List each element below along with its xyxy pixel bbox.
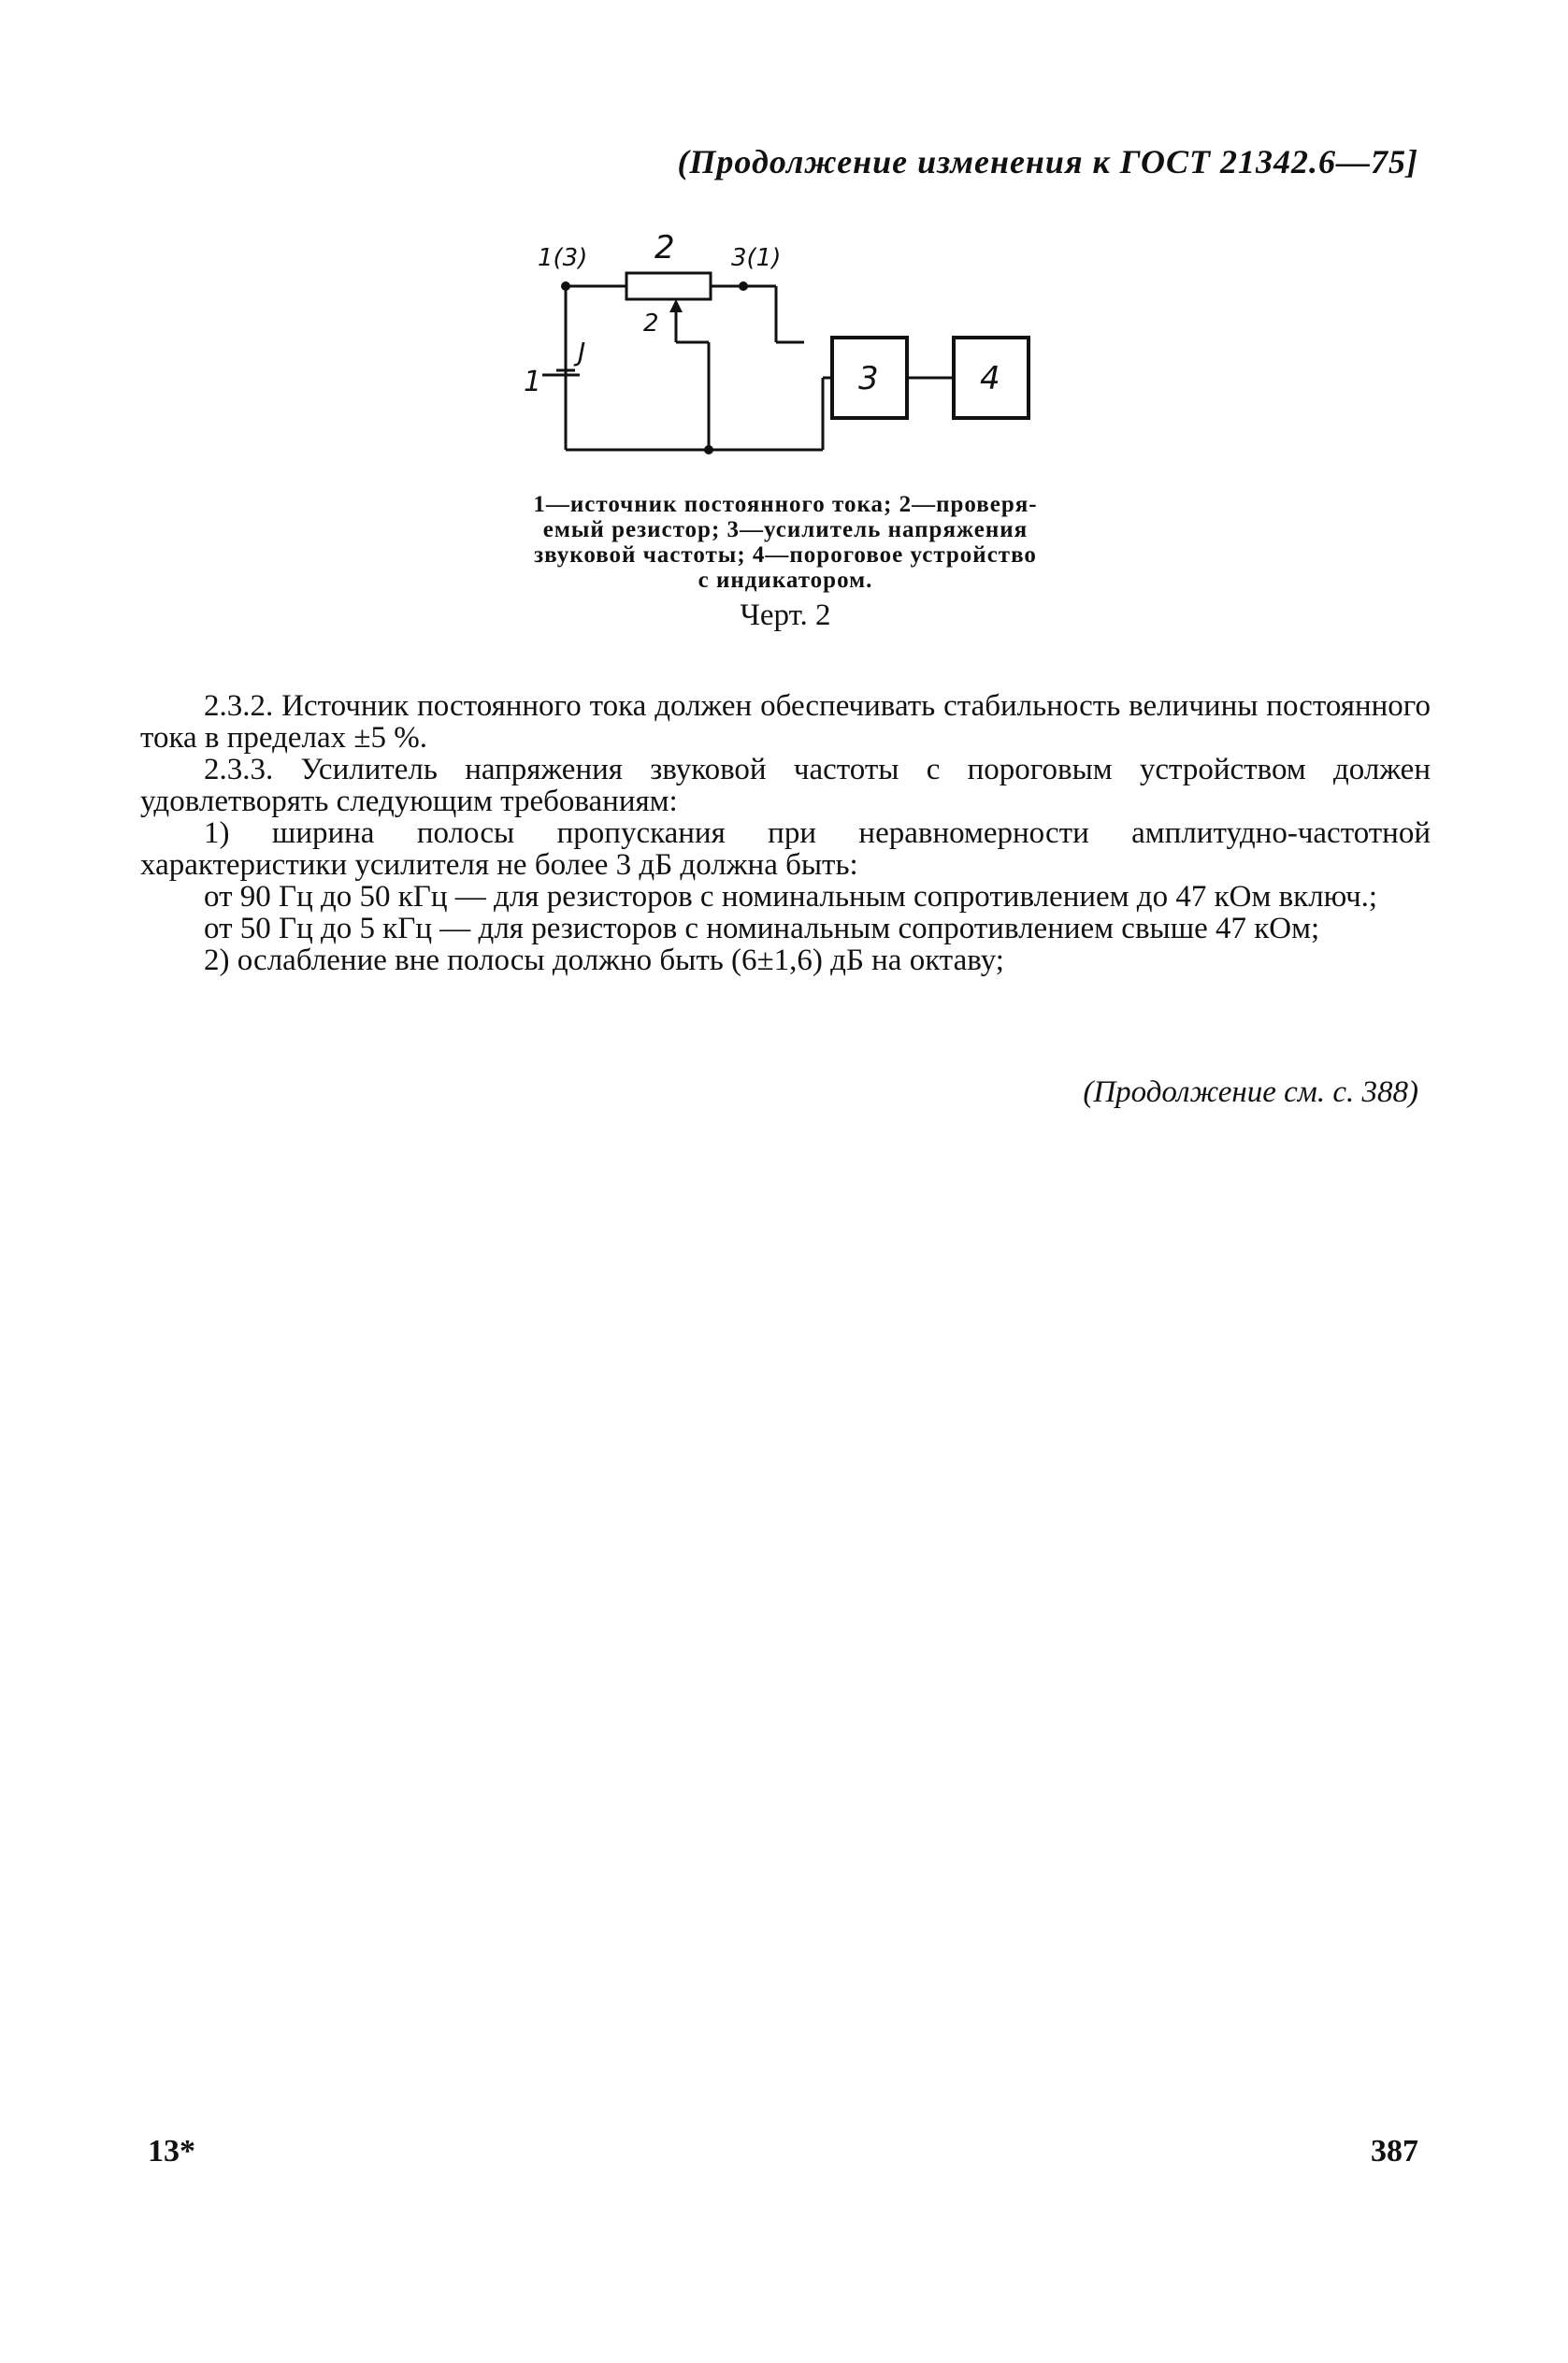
circuit-diagram [524,221,1066,473]
caption-line: с индикатором. [698,568,873,593]
wiper-arrow [669,299,683,312]
caption-line: звуковой частоты; 4—пороговое устройство [534,542,1037,568]
signature-mark: 13* [148,2134,195,2168]
resistor-symbol [626,273,711,299]
paragraph-2-3-2: 2.3.2. Источник постоянного тока должен обеспечивать стабильность величины постоянного тока в пределах ±5 %. [140,689,1431,755]
label-source-pointer: 1 [524,366,542,398]
paragraph-range-high: от 50 Гц до 5 кГц — для резисторов с номинальным сопротивлением свыше 47 кОм; [204,912,1320,945]
paragraph-range-low: от 90 Гц до 50 кГц — для резисторов с номинальным сопротивлением до 47 кОм включ.; [204,880,1378,914]
node-bottom [704,445,713,454]
paragraph-item-1: 1) ширина полосы пропускания при неравномерности амплитудно-частотной характеристики усилителя не более 3 дБ должна быть: [140,816,1431,882]
label-resistor-top: 2 [655,229,675,267]
caption-line: 1—источник постоянного тока; 2—проверя- [533,492,1038,517]
label-wiper: 2 [643,310,659,338]
page-number: 387 [1371,2134,1418,2168]
label-threshold-block: 4 [980,360,1000,397]
label-terminal-left: 1(3) [538,244,588,272]
label-terminal-right: 3(1) [731,244,782,272]
figure-caption [458,492,1113,593]
paragraph-item-2: 2) ослабление вне полосы должно быть (6±1,6) дБ на октаву; [204,944,1004,977]
label-source: J [578,337,586,367]
continuation-footer-note: (Продолжение см. с. 388) [1083,1075,1418,1109]
paragraph-2-3-3: 2.3.3. Усилитель напряжения звуковой частоты с пороговым устройством должен удовлетворять следующим требованиям: [140,753,1431,818]
continuation-header: (Продолжение изменения к ГОСТ 21342.6—75] [677,143,1418,180]
label-amplifier-block: 3 [858,360,879,397]
figure-title: Черт. 2 [740,598,831,632]
node-left [561,281,570,291]
node-right [739,281,748,291]
body-text [140,690,1431,976]
caption-line: емый резистор; 3—усилитель напряжения [542,517,1029,542]
circuit-diagram-svg [524,221,1066,473]
